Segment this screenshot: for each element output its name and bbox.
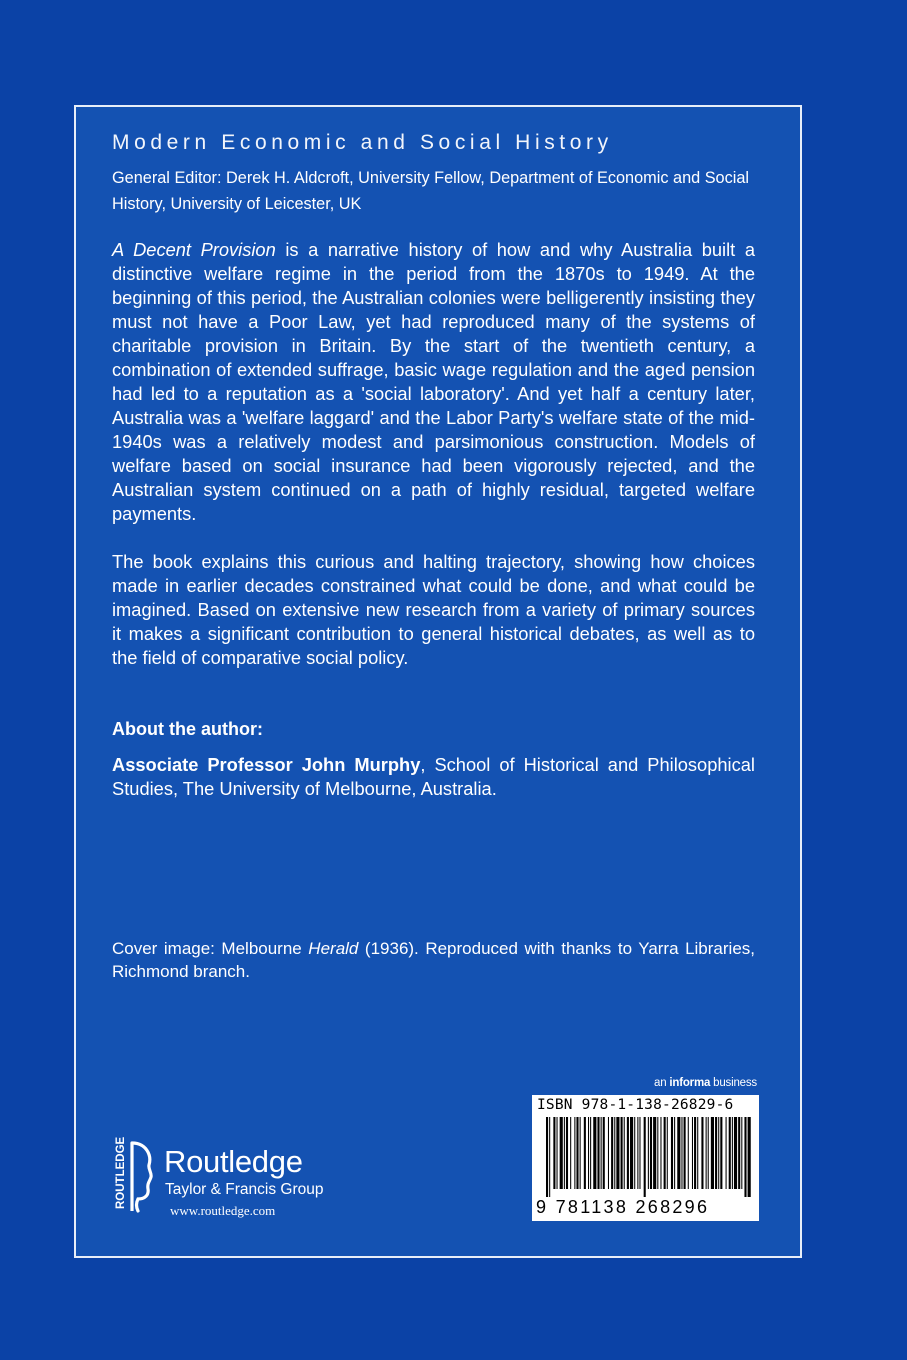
publisher-name: Routledge [164,1144,303,1179]
informa-suffix: business [710,1077,757,1089]
isbn-text: ISBN 978-1-138-26829-6 [537,1097,734,1113]
about-heading: About the author: [112,719,263,739]
general-editor: General Editor: Derek H. Aldcroft, University Fellow, Department of Economic and Social History, University of Leicester, UK [112,169,750,213]
cover-credit [112,937,755,983]
description-text-1: is a narrative history of how and why Australia built a distinctive welfare regime in the period from the 1870s to 1949. At the beginning of this period, the Australian colonies were belligerently insisting they must not have a Poor Law, yet had reproduced many of the systems of charitable provision in Britain. By the start of the twentieth century, a combination of extended suffrage, basic wage regulation and the aged pension had led to a reputation as a 'social laboratory'. And yet half a century later, Australia was a 'welfare laggard' and the Labor Party's welfare state of the mid-1940s was a relatively modest and parsimonious construction. Models of welfare based on social insurance had been vigorously rejected, and the Australian system continued on a path of highly residual, targeted welfare payments. [112,239,755,524]
routledge-vertical-mark: ROUTLEDGE [115,1137,127,1209]
barcode-bars-icon [534,1117,757,1197]
cover-credit-prefix: Cover image: Melbourne [112,939,309,958]
back-cover-panel [74,105,802,1258]
description-paragraph-1 [112,238,755,526]
author-name: Associate Professor John Murphy [112,754,421,775]
book-title: A Decent Provision [112,239,276,260]
isbn-barcode [532,1095,759,1221]
routledge-logo-icon [102,1137,160,1213]
publisher-group: Taylor & Francis Group [165,1181,324,1198]
informa-tagline [654,1077,757,1089]
series-title: Modern Economic and Social History [112,131,613,154]
ean-digits: 9 781138 268296 [536,1197,710,1217]
informa-brand: informa [669,1077,711,1089]
newspaper-name: Herald [308,939,359,958]
publisher-url[interactable]: www.routledge.com [170,1203,276,1218]
description-paragraph-2: The book explains this curious and halting trajectory, showing how choices made in earlier decades constrained what could be done, and what could be imagined. Based on extensive new research from a variety of primary sources it makes a significant contribution to general historical debates, as well as to the field of comparative social policy. [112,551,755,668]
informa-prefix: an [654,1077,670,1089]
cover-credit-suffix: (1936). Reproduced with thanks to Yarra Libraries, Richmond branch. [112,939,755,981]
author-affiliation: , School of Historical and Philosophical Studies, The University of Melbourne, Australia. [112,754,755,799]
author-bio [112,753,755,801]
